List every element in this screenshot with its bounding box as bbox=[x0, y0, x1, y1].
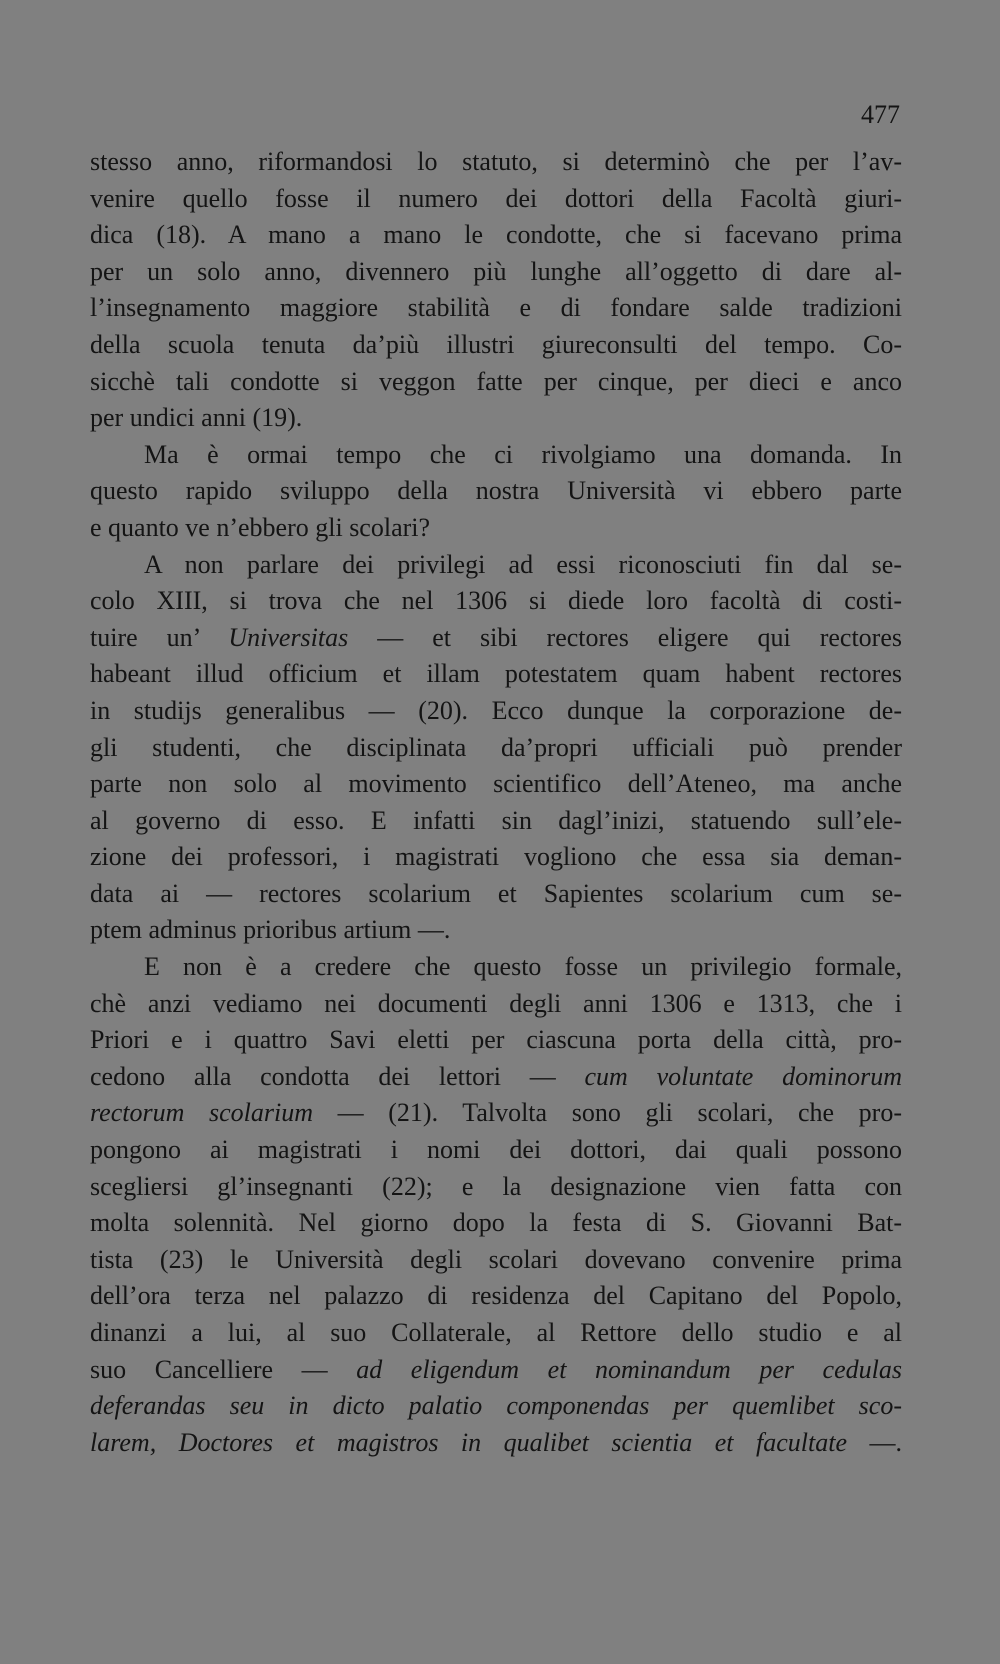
italic-segment: deferandas seu in dicto palatio componendas per quemlibet sco- bbox=[90, 1391, 902, 1421]
text-line bbox=[90, 1352, 902, 1389]
text-line bbox=[90, 1242, 902, 1279]
text-segment: gli studenti, che disciplinata da’propri ufficiali può prender bbox=[90, 732, 902, 762]
text-segment: suo Cancelliere — bbox=[90, 1354, 357, 1384]
text-segment: al governo di esso. E infatti sin dagl’inizi, statuendo sull’ele- bbox=[90, 805, 902, 835]
text-line bbox=[90, 181, 902, 218]
text-line bbox=[90, 290, 902, 327]
text-line bbox=[90, 1388, 902, 1425]
text-line bbox=[90, 1315, 902, 1352]
text-line bbox=[90, 510, 902, 547]
text-segment: — (21). Talvolta sono gli scolari, che pro- bbox=[313, 1098, 902, 1128]
text-segment: Ma è ormai tempo che ci rivolgiamo una domanda. In bbox=[144, 439, 902, 469]
text-segment: parte non solo al movimento scientifico dell’Ateneo, ma anche bbox=[90, 769, 902, 799]
text-line bbox=[90, 144, 902, 181]
text-segment: sicchè tali condotte si veggon fatte per cinque, per dieci e anco bbox=[90, 366, 902, 396]
text-segment: per un solo anno, divennero più lunghe all’oggetto di dare al- bbox=[90, 256, 902, 286]
text-line bbox=[90, 1132, 902, 1169]
text-line bbox=[90, 1022, 902, 1059]
text-line bbox=[90, 1095, 902, 1132]
text-line bbox=[90, 1059, 902, 1096]
text-line bbox=[90, 1425, 902, 1462]
text-line bbox=[90, 217, 902, 254]
text-segment: della scuola tenuta da’più illustri giureconsulti del tempo. Co- bbox=[90, 329, 902, 359]
text-segment: l’insegnamento maggiore stabilità e di fondare salde tradizioni bbox=[90, 293, 902, 323]
text-segment: — et sibi rectores eligere qui rectores bbox=[348, 622, 902, 652]
text-segment: Priori e i quattro Savi eletti per ciascuna porta della città, pro- bbox=[90, 1025, 902, 1055]
text-line bbox=[90, 400, 902, 437]
text-segment: pongono ai magistrati i nomi dei dottori, dai quali possono bbox=[90, 1135, 902, 1165]
text-segment: chè anzi vediamo nei documenti degli anni 1306 e 1313, che i bbox=[90, 988, 902, 1018]
text-line bbox=[90, 730, 902, 767]
text-segment: in studijs generalibus — (20). Ecco dunque la corporazione de- bbox=[90, 695, 902, 725]
italic-segment: cum voluntate dominorum bbox=[584, 1061, 902, 1091]
text-segment: questo rapido sviluppo della nostra Università vi ebbero parte bbox=[90, 476, 902, 506]
text-line bbox=[90, 437, 902, 474]
text-segment: dinanzi a lui, al suo Collaterale, al Rettore dello studio e al bbox=[90, 1318, 902, 1347]
text-segment: E non è a credere che questo fosse un privilegio formale, bbox=[144, 952, 902, 982]
text-segment: molta solennità. Nel giorno dopo la festa di S. Giovanni Bat- bbox=[90, 1208, 902, 1238]
text-segment: colo XIII, si trova che nel 1306 si diede loro facoltà di costi- bbox=[90, 586, 902, 616]
text-segment: scegliersi gl’insegnanti (22); e la designazione vien fatta con bbox=[90, 1171, 902, 1201]
text-line bbox=[90, 583, 902, 620]
italic-segment: Universitas bbox=[228, 622, 349, 652]
text-line bbox=[90, 876, 902, 913]
text-line bbox=[90, 1205, 902, 1242]
italic-segment: larem, Doctores et magistros in qualibet scientia et facultate bbox=[90, 1427, 847, 1457]
text-line bbox=[90, 1278, 902, 1315]
text-line bbox=[90, 693, 902, 730]
text-segment: habeant illud officium et illam potestatem quam habent rectores bbox=[90, 659, 902, 689]
text-segment: dell’ora terza nel palazzo di residenza del Capitano del Popolo, bbox=[90, 1281, 902, 1311]
text-segment: stesso anno, riformandosi lo statuto, si determinò che per l’av- bbox=[90, 147, 902, 176]
text-segment: data ai — rectores scolarium et Sapientes scolarium cum se- bbox=[90, 878, 902, 908]
text-line bbox=[90, 547, 902, 584]
text-line bbox=[90, 803, 902, 840]
text-line bbox=[90, 839, 902, 876]
text-segment: per undici anni (19). bbox=[90, 403, 303, 433]
text-segment: venire quello fosse il numero dei dottori della Facoltà giuri- bbox=[90, 183, 902, 213]
text-line bbox=[90, 364, 902, 401]
text-segment: cedono alla condotta dei lettori — bbox=[90, 1061, 585, 1091]
text-line bbox=[90, 986, 902, 1023]
text-line bbox=[90, 656, 902, 693]
body-text bbox=[90, 144, 902, 1461]
text-line bbox=[90, 766, 902, 803]
text-line bbox=[90, 254, 902, 291]
text-segment: A non parlare dei privilegi ad essi riconosciuti fin dal se- bbox=[144, 549, 902, 579]
text-line bbox=[90, 473, 902, 510]
text-line bbox=[90, 1169, 902, 1206]
text-line bbox=[90, 912, 902, 949]
text-segment: tista (23) le Università degli scolari dovevano convenire prima bbox=[90, 1244, 902, 1274]
text-segment: e quanto ve n’ebbero gli scolari? bbox=[90, 512, 431, 542]
text-segment: zione dei professori, i magistrati vogliono che essa sia deman- bbox=[90, 842, 902, 872]
text-segment: ptem adminus prioribus artium —. bbox=[90, 915, 451, 945]
text-segment: tuire un’ bbox=[90, 622, 229, 652]
italic-segment: ad eligendum et nominandum per cedulas bbox=[356, 1354, 902, 1384]
text-line bbox=[90, 327, 902, 364]
text-line bbox=[90, 620, 902, 657]
text-line bbox=[90, 949, 902, 986]
italic-segment: rectorum scolarium bbox=[90, 1098, 313, 1128]
text-segment: —. bbox=[847, 1427, 903, 1457]
page-number: 477 bbox=[861, 100, 900, 129]
text-segment: dica (18). A mano a mano le condotte, che si facevano prima bbox=[90, 220, 902, 250]
